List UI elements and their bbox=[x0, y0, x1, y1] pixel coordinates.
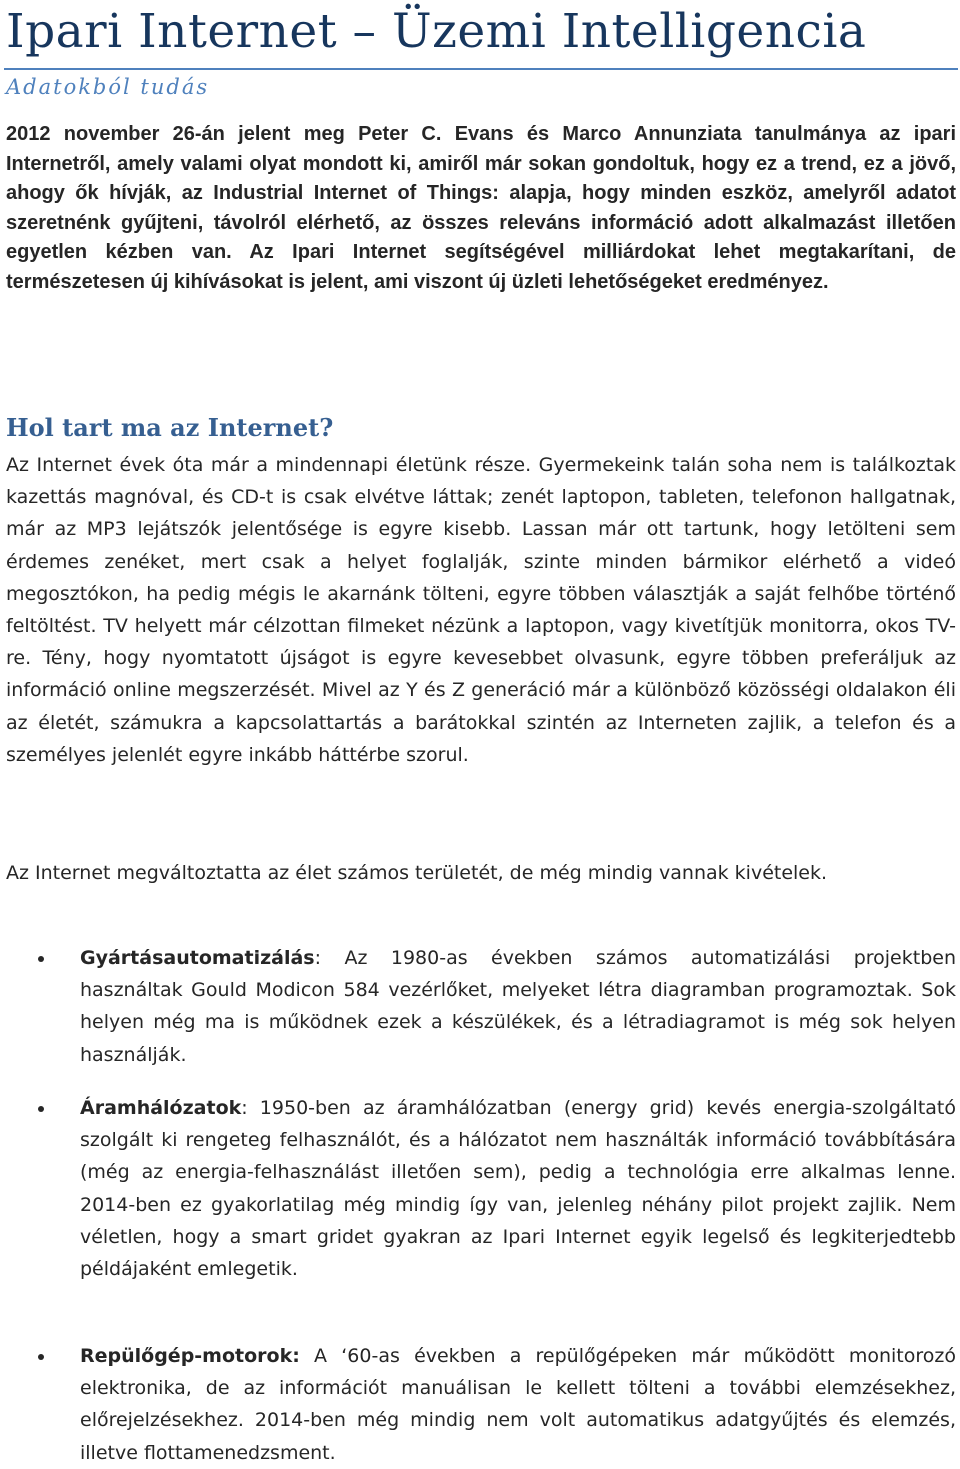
list-item-separator: : bbox=[241, 1097, 248, 1119]
list-item-text bbox=[80, 1092, 956, 1285]
list-item-separator: : bbox=[314, 947, 322, 969]
list-item-term: Gyártásautomatizálás bbox=[80, 947, 315, 969]
list-item-description: A ‘60-as években a repülőgépeken már működött monitorozó elektronika, de az információt manuálisan le kellett tölteni a további elemzésekhez, előrejelzésekhez. 2014-ben még mindig nem volt automatikus adatgyűjtés és elemzés, illetve flottamenedzsment. bbox=[80, 1345, 956, 1464]
document-title: Ipari Internet – Üzemi Intelligencia bbox=[6, 4, 867, 59]
bullet-icon bbox=[38, 956, 44, 962]
bullet-icon bbox=[38, 1106, 44, 1112]
body-paragraph-2: Az Internet megváltoztatta az élet számos területét, de még mindig vannak kivételek. bbox=[6, 862, 828, 884]
title-divider bbox=[4, 68, 958, 70]
bullet-icon bbox=[38, 1354, 44, 1360]
list-item-term: Repülőgép-motorok: bbox=[80, 1345, 300, 1367]
list-item-text bbox=[80, 942, 956, 1071]
list-item-description: 1950-ben az áramhálózatban (energy grid) kevés energia-szolgáltató szolgált ki rengeteg felhasználót, és a hálózatot nem használták információ továbbítására (még az energia-felhasználást illetően sem), pedig a technológia erre alkalmas lenne. 2014-ben ez gyakorlatilag még mindig így van, jelenleg néhány pilot projekt zajlik. Nem véletlen, hogy a smart gridet gyakran az Ipari Internet egyik legelső és legkiterjedtebb példájaként emlegetik. bbox=[80, 1097, 956, 1281]
list-item-term: Áramhálózatok bbox=[80, 1097, 242, 1119]
section-heading: Hol tart ma az Internet? bbox=[6, 413, 334, 442]
intro-paragraph: 2012 november 26-án jelent meg Peter C. Evans és Marco Annunziata tanulmánya az ipari Internetről, amely valami olyat mondott ki, amiről már sokan gondoltuk, hogy ez a trend, ez a jövő, ahogy ők hívják, az Industrial Internet of Things: alapja, hogy minden eszköz, amelyről adatot szeretnénk gyűjteni, távolról elérhető, az összes releváns információ adott alkalmazást illetően egyetlen kézben van. Az Ipari Internet segítségével milliárdokat lehet megtakarítani, de természetesen új kihívásokat is jelent, ami viszont új üzleti lehetőségeket eredményez. bbox=[6, 123, 956, 293]
document-subtitle: Adatokból tudás bbox=[6, 75, 210, 99]
list-item-text bbox=[80, 1340, 956, 1469]
body-paragraph-1: Az Internet évek óta már a mindennapi életünk része. Gyermekeink talán soha nem is találkoztak kazettás magnóval, és CD-t is csak elvétve láttak; zenét laptopon, tableten, telefonon hallgatnak, már az MP3 lejátszók jelentősége is egyre kisebb. Lassan már ott tartunk, hogy letölteni sem érdemes zenéket, mert csak a helyet foglalják, szinte minden bármikor elérhető a videó megosztókon, ha pedig mégis le akarnánk tölteni, egyre többen választják a saját felhőbe történő feltöltést. TV helyett már célzottan filmeket nézünk a laptopon, vagy kivetítjük monitorra, okos TV-re. Tény, hogy nyomtatott újságot is egyre kevesebbet olvasunk, egyre többen preferáljuk az információ online megszerzését. Mivel az Y és Z generáció már a különböző közösségi oldalakon éli az életét, számukra a kapcsolattartás a barátokkal szintén az Interneten zajlik, a telefon és a személyes jelenlét egyre inkább háttérbe szorul. bbox=[6, 454, 956, 766]
list-item-description: Az 1980-as években számos automatizálási projektben használtak Gould Modicon 584 vezérlőket, melyeket létra diagramban programoztak. Sok helyen még ma is működnek ezek a készülékek, és a létradiagramot is még sok helyen használják. bbox=[80, 947, 956, 1066]
